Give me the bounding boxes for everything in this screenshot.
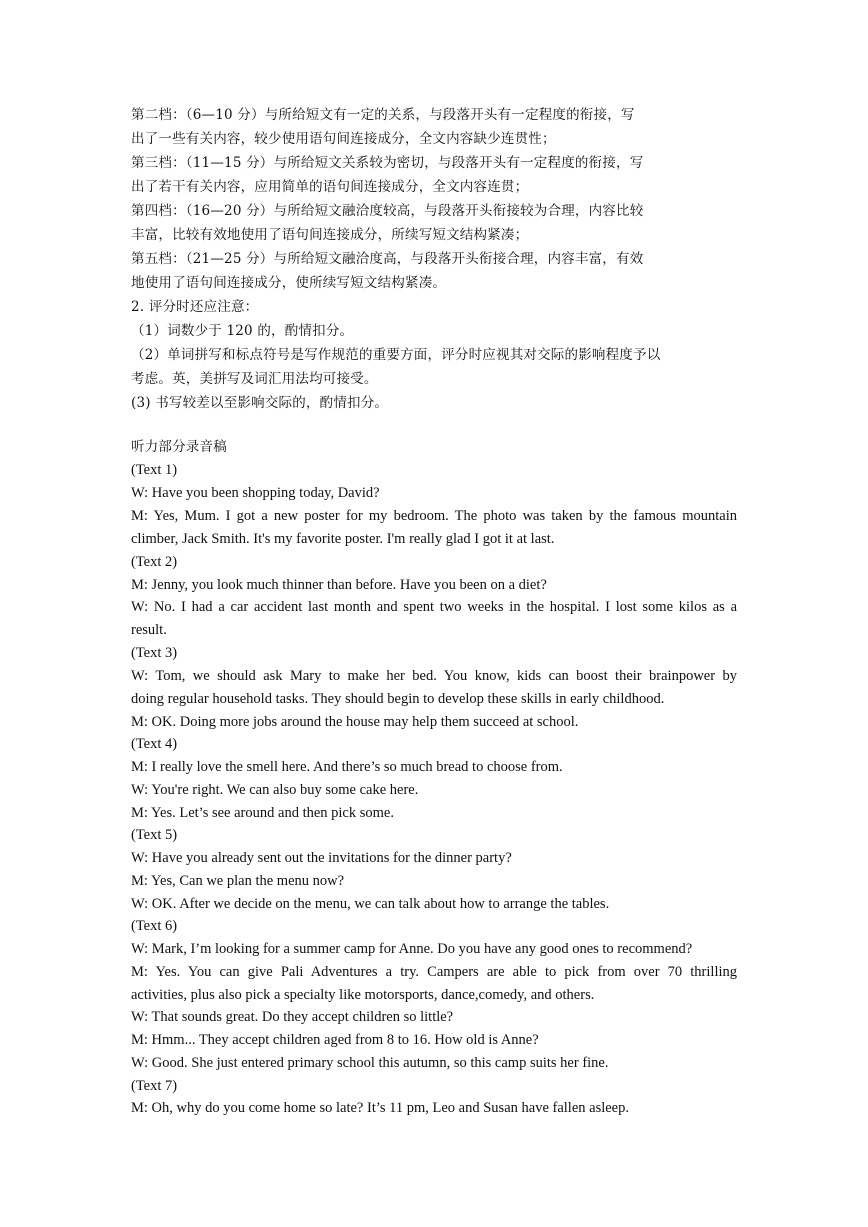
- transcript-line: M: Hmm... They accept children aged from 8 to 16. How old is Anne?: [131, 1032, 539, 1048]
- transcript-line: W: No. I had a car accident last month and spent two weeks in the hospital. I lost some kilos as a: [131, 599, 737, 615]
- transcript-line: M: Yes, Can we plan the menu now?: [131, 873, 345, 889]
- transcript-line: M: OK. Doing more jobs around the house may help them succeed at school.: [131, 714, 579, 730]
- transcript-line: (Text 1): [131, 462, 178, 478]
- transcript-line: doing regular household tasks. They should begin to develop these skills in early childhood.: [131, 691, 665, 707]
- transcript-line: M: Yes, Mum. I got a new poster for my bedroom. The photo was taken by the famous mountain: [131, 508, 737, 524]
- transcript-line: (Text 7): [131, 1078, 178, 1094]
- transcript-line: (Text 4): [131, 736, 178, 752]
- scoring-level2-line2: 出了一些有关内容，较少使用语句间连接成分，全文内容缺少连贯性；: [131, 131, 556, 147]
- scoring-note-2-line1: （2）单词拼写和标点符号是写作规范的重要方面，评分时应视其对交际的影响程度予以: [131, 347, 661, 363]
- transcript-heading: 听力部分录音稿: [131, 439, 227, 455]
- scoring-level5-line2: 地使用了语句间连接成分，使所续写短文结构紧凑。: [131, 275, 447, 291]
- transcript-line: M: I really love the smell here. And there’s so much bread to choose from.: [131, 759, 563, 775]
- transcript-line: (Text 5): [131, 827, 178, 843]
- transcript-line: W: Have you already sent out the invitations for the dinner party?: [131, 850, 512, 866]
- transcript-line: M: Yes. You can give Pali Adventures a try. Campers are able to pick from over 70 thrilling: [131, 964, 737, 980]
- scoring-note-3: (3) 书写较差以至影响交际的，酌情扣分。: [131, 395, 389, 411]
- transcript-line: activities, plus also pick a specialty like motorsports, dance,comedy, and others.: [131, 987, 595, 1003]
- transcript-line: W: OK. After we decide on the menu, we can talk about how to arrange the tables.: [131, 896, 610, 912]
- scoring-note-2-line2: 考虑。英，美拼写及词汇用法均可接受。: [131, 371, 378, 387]
- transcript-line: W: Mark, I’m looking for a summer camp for Anne. Do you have any good ones to recommend?: [131, 941, 693, 957]
- scoring-level4-line2: 丰富，比较有效地使用了语句间连接成分，所续写短文结构紧凑；: [131, 227, 529, 243]
- transcript-line: M: Oh, why do you come home so late? It’s 11 pm, Leo and Susan have fallen asleep.: [131, 1100, 629, 1116]
- scoring-level3-line2: 出了若干有关内容，应用简单的语句间连接成分，全文内容连贯；: [131, 179, 529, 195]
- transcript-line: W: Good. She just entered primary school this autumn, so this camp suits her fine.: [131, 1055, 609, 1071]
- transcript-line: (Text 3): [131, 645, 178, 661]
- transcript-line: result.: [131, 622, 167, 638]
- transcript-line: W: You're right. We can also buy some cake here.: [131, 782, 419, 798]
- transcript-line: M: Yes. Let’s see around and then pick some.: [131, 805, 394, 821]
- scoring-notes-heading: 2. 评分时还应注意：: [131, 299, 259, 315]
- transcript-line: climber, Jack Smith. It's my favorite poster. I'm really glad I got it at last.: [131, 531, 555, 547]
- transcript-line: M: Jenny, you look much thinner than before. Have you been on a diet?: [131, 577, 547, 593]
- transcript-line: W: Tom, we should ask Mary to make her bed. You know, kids can boost their brainpower by: [131, 668, 737, 684]
- scoring-level2-line1: 第二档：（6—10 分）与所给短文有一定的关系，与段落开头有一定程度的衔接，写: [131, 107, 635, 123]
- transcript-line: (Text 2): [131, 554, 178, 570]
- transcript-line: W: Have you been shopping today, David?: [131, 485, 380, 501]
- scoring-level5-line1: 第五档：（21—25 分）与所给短文融洽度高，与段落开头衔接合理，内容丰富，有效: [131, 251, 644, 267]
- transcript-line: W: That sounds great. Do they accept children so little?: [131, 1009, 454, 1025]
- transcript-line: (Text 6): [131, 918, 178, 934]
- scoring-note-1: （1）词数少于 120 的，酌情扣分。: [131, 323, 354, 339]
- scoring-level3-line1: 第三档：（11—15 分）与所给短文关系较为密切，与段落开头有一定程度的衔接，写: [131, 155, 644, 171]
- scoring-level4-line1: 第四档：（16—20 分）与所给短文融洽度较高，与段落开头衔接较为合理，内容比较: [131, 203, 644, 219]
